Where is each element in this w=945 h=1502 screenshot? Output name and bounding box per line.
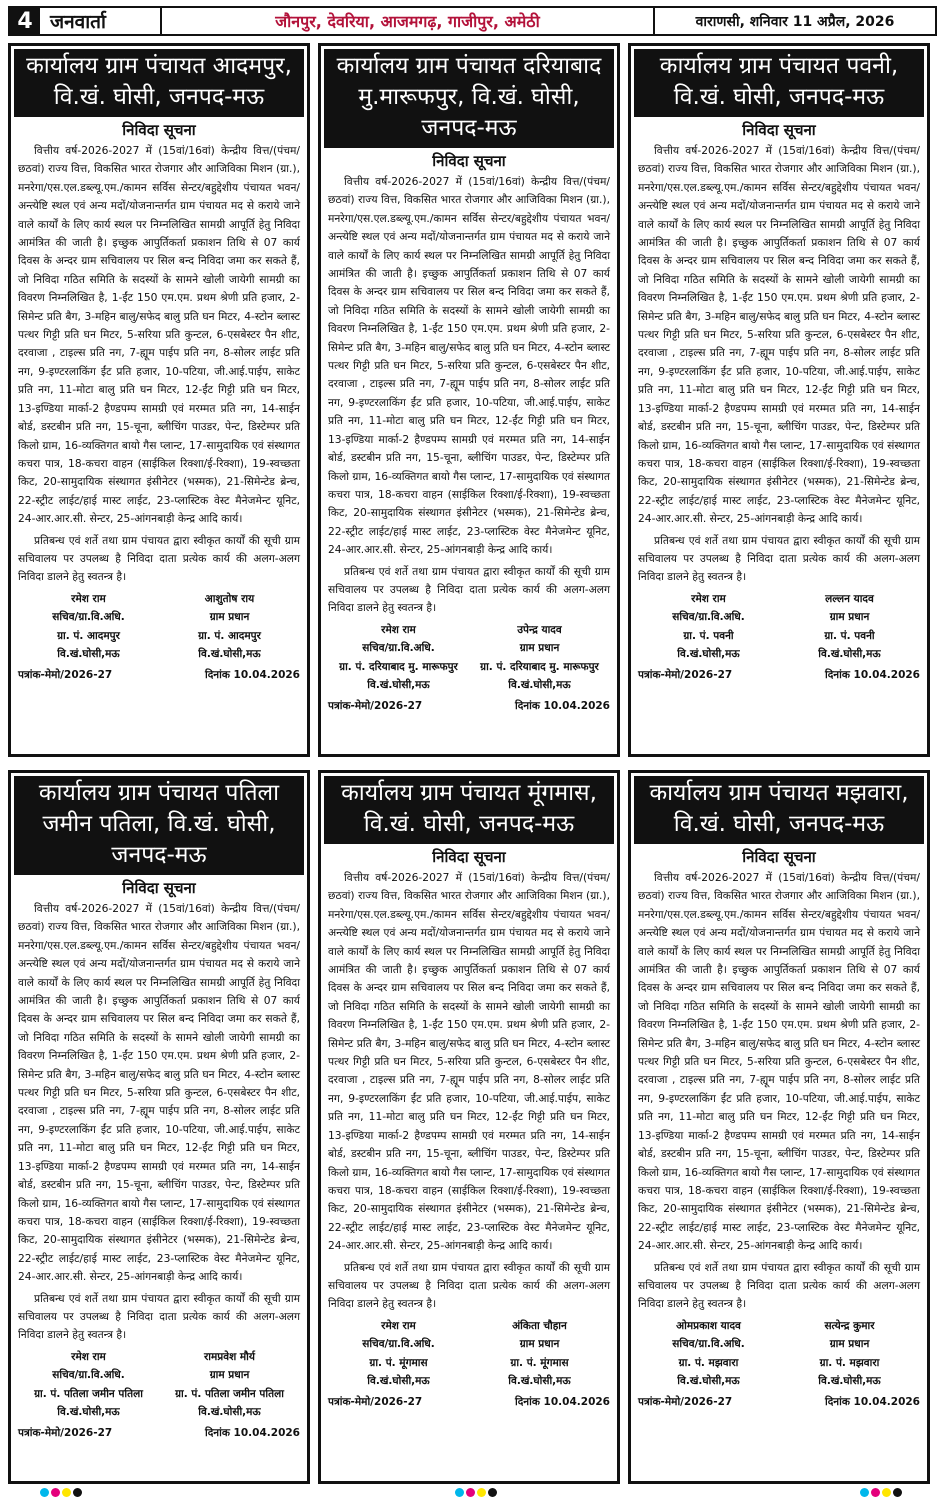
signatory-right-line: वि.खं.घोसी,मऊ <box>818 648 881 661</box>
signatory-left-line: वि.खं.घोसी,मऊ <box>677 1375 740 1388</box>
signatory-left-line: सचिव/ग्रा.वि.अधि. <box>672 611 745 624</box>
signatory-right-line: उपेन्द्र यादव <box>517 623 562 636</box>
notice-title: कार्यालय ग्राम पंचायत मूंगमास, वि.खं. घोसी, जनपद-मऊ <box>324 776 614 844</box>
registration-dot <box>860 1488 869 1497</box>
registration-dot <box>893 1488 902 1497</box>
notice-body: वित्तीय वर्ष-2026-2027 में (15वां/16वां) केन्द्रीय वित्त/(पंचम/छठवां) राज्य वित्त, विकसित भारत रोजगार और आजिविका मिशन (ग्रा.), मनरेगा/एस.एल.डब्ल्यू.एम./कामन सर्विस सेन्टर/बहुद्देशीय पंचायत भवन/अन्त्येष्टि स्थल एवं अन्य मदों/योजनान्तर्गत ग्राम पंचायत मद से कराये जाने वाले कार्यों के लिए कार्य स्थल पर निम्नलिखित सामग्री आपूर्ति हेतु निविदा आमंत्रित की जाती है। इच्छुक आपुर्तिकर्ता प्रकाशन तिथि से 07 कार्य दिवस के अन्दर ग्राम सचिवालय पर सिल बन्द निविदा जमा कर सकते हैं, जो निविदा गठित समिति के सदस्यों के सामने खोली जायेगी सामग्री का विवरण निम्नलिखित है, 1-ईंट 150 एम.एम. प्रथम श्रेणी प्रति हजार, 2-सिमेन्ट प्रति बैग, 3-महिन बालु/सफेद बालु प्रति घन मिटर, 4-स्टोन ब्लास्ट पत्थर गिट्टी प्रति घन मिटर, 5-सरिया प्रति कुन्टल, 6-एसबेस्टर पैन शीट, दरवाजा , टाइल्स प्रति नग, 7-ह्यूम पाईप प्रति नग, 8-सोलर लाईट प्रति नग, 9-इण्टरलाकिंग ईंट प्रति हजार, 10-पटिया, जी.आई.पाईप, साकेट प्रति नग, 11-मोटा बालु प्रति घन मिटर, 12-ईंट गिट्टी प्रति घन मिटर, 13-इण्डिया मार्का-2 हैण्डपम्प सामग्री एवं मरम्मत प्रति नग, 14-साईन बोर्ड, डस्टबीन प्रति नग, 15-चूना, ब्लीचिंग पाउडर, पेन्ट, डिस्टेम्पर प्रति किलो ग्राम, 16-व्यक्तिगत बायो गैस प्लान्ट, 17-सामुदायिक एवं संस्थागत कचरा पात्र, 18-कचरा वाहन (साईकिल रिक्शा/ई-रिक्शा), 19-स्वच्छता किट, 20-सामुदायिक संस्थागत इंसीनेटर (भस्मक), 21-सिमेन्टेड ब्रेन्च, 22-स्ट्रीट लाईट/हाई मास्ट लाईट, 23-प्लास्टिक वेस्ट मैनेजमेन्ट यूनिट, 24-आर.आर.सी. सेन्टर, 25-आंगनबाड़ी केन्द्र आदि कार्य। <box>18 144 300 526</box>
signatory-left-line: रमेश राम <box>381 1319 416 1332</box>
signatory-right-line: ग्रा. पं. मझवारा <box>819 1356 880 1369</box>
signature-block <box>14 1345 304 1422</box>
signatory-right-line: वि.खं.घोसी,मऊ <box>198 1406 261 1419</box>
signatory-left-line: सचिव/ग्रा.वि.अधि. <box>362 1338 435 1351</box>
signatory-right-line: ग्राम प्रधान <box>209 1369 250 1382</box>
newspaper-name: जनवार्ता <box>40 8 162 34</box>
notice-conditions: प्रतिबन्ध एवं शर्ते तथा ग्राम पंचायत द्वारा स्वीकृत कार्यों की सूची ग्राम सचिवालय पर उपलब्ध है निविदा दाता प्रत्येक कार्य की अलग-अलग निविदा डालने हेतु स्वतन्त्र है। <box>18 1291 300 1342</box>
notice-body: वित्तीय वर्ष-2026-2027 में (15वां/16वां) केन्द्रीय वित्त/(पंचम/छठवां) राज्य वित्त, विकसित भारत रोजगार और आजिविका मिशन (ग्रा.), मनरेगा/एस.एल.डब्ल्यू.एम./कामन सर्विस सेन्टर/बहुद्देशीय पंचायत भवन/अन्त्येष्टि स्थल एवं अन्य मदों/योजनान्तर्गत ग्राम पंचायत मद से कराये जाने वाले कार्यों के लिए कार्य स्थल पर निम्नलिखित सामग्री आपूर्ति हेतु निविदा आमंत्रित की जाती है। इच्छुक आपुर्तिकर्ता प्रकाशन तिथि से 07 कार्य दिवस के अन्दर ग्राम सचिवालय पर सिल बन्द निविदा जमा कर सकते हैं, जो निविदा गठित समिति के सदस्यों के सामने खोली जायेगी सामग्री का विवरण निम्नलिखित है, 1-ईंट 150 एम.एम. प्रथम श्रेणी प्रति हजार, 2-सिमेन्ट प्रति बैग, 3-महिन बालु/सफेद बालु प्रति घन मिटर, 4-स्टोन ब्लास्ट पत्थर गिट्टी प्रति घन मिटर, 5-सरिया प्रति कुन्टल, 6-एसबेस्टर पैन शीट, दरवाजा , टाइल्स प्रति नग, 7-ह्यूम पाईप प्रति नग, 8-सोलर लाईट प्रति नग, 9-इण्टरलाकिंग ईंट प्रति हजार, 10-पटिया, जी.आई.पाईप, साकेट प्रति नग, 11-मोटा बालु प्रति घन मिटर, 12-ईंट गिट्टी प्रति घन मिटर, 13-इण्डिया मार्का-2 हैण्डपम्प सामग्री एवं मरम्मत प्रति नग, 14-साईन बोर्ड, डस्टबीन प्रति नग, 15-चूना, ब्लीचिंग पाउडर, पेन्ट, डिस्टेम्पर प्रति किलो ग्राम, 16-व्यक्तिगत बायो गैस प्लान्ट, 17-सामुदायिक एवं संस्थागत कचरा पात्र, 18-कचरा वाहन (साईकिल रिक्शा/ई-रिक्शा), 19-स्वच्छता किट, 20-सामुदायिक संस्थागत इंसीनेटर (भस्मक), 21-सिमेन्टेड ब्रेन्च, 22-स्ट्रीट लाईट/हाई मास्ट लाईट, 23-प्लास्टिक वेस्ट मैनेजमेन्ट यूनिट, 24-आर.आर.सी. सेन्टर, 25-आंगनबाड़ी केन्द्र आदि कार्य। <box>638 871 920 1253</box>
notice-conditions: प्रतिबन्ध एवं शर्ते तथा ग्राम पंचायत द्वारा स्वीकृत कार्यों की सूची ग्राम सचिवालय पर उपलब्ध है निविदा दाता प्रत्येक कार्य की अलग-अलग निविदा डालने हेतु स्वतन्त्र है। <box>18 533 300 584</box>
signatory-left-line: रमेश राम <box>71 592 106 605</box>
signatory-left-line: ग्रा. पं. आदमपुर <box>57 629 120 642</box>
signatory-left-line: ग्रा. पं. पवनी <box>683 629 734 642</box>
notice-subtitle: निविदा सूचना <box>742 121 816 139</box>
reference-line <box>634 1391 924 1411</box>
signatory-right-line: ग्राम प्रधान <box>519 1338 560 1351</box>
notice-subtitle: निविदा सूचना <box>122 121 196 139</box>
reference-line <box>634 664 924 684</box>
signatory-left-line: वि.खं.घोसी,मऊ <box>677 648 740 661</box>
signatory-right-line: वि.खं.घोसी,मऊ <box>508 679 571 692</box>
reference-line <box>324 1391 614 1411</box>
notice-conditions: प्रतिबन्ध एवं शर्ते तथा ग्राम पंचायत द्वारा स्वीकृत कार्यों की सूची ग्राम सचिवालय पर उपलब्ध है निविदा दाता प्रत्येक कार्य की अलग-अलग निविदा डालने हेतु स्वतन्त्र है। <box>638 533 920 584</box>
signatory-right-line: वि.खं.घोसी,मऊ <box>508 1375 571 1388</box>
signatory-left-line: सचिव/ग्रा.वि.अधि. <box>52 1369 125 1382</box>
signatory-left-line: रमेश राम <box>691 592 726 605</box>
notice-date: दिनांक 10.04.2026 <box>825 668 920 681</box>
signature-block <box>634 587 924 664</box>
notice-title: कार्यालय ग्राम पंचायत पतिला जमीन पतिला, वि.खं. घोसी, जनपद-मऊ <box>14 776 304 875</box>
signatory-right-line: ग्राम प्रधान <box>519 642 560 655</box>
reference-line <box>14 1422 304 1442</box>
dateline: वाराणसी, शनिवार 11 अप्रैल, 2026 <box>695 13 895 30</box>
notice-subtitle: निविदा सूचना <box>742 848 816 866</box>
signature-block <box>14 587 304 664</box>
notice-subtitle: निविदा सूचना <box>432 848 506 866</box>
registration-dot <box>51 1488 60 1497</box>
signatory-right-line: ग्रा. पं. पतिला जमीन पतिला <box>175 1387 284 1400</box>
signature-block <box>324 1314 614 1391</box>
signatory-left-line: सचिव/ग्रा.वि.अधि. <box>672 1338 745 1351</box>
notice-title: कार्यालय ग्राम पंचायत मझवारा, वि.खं. घोसी, जनपद-मऊ <box>634 776 924 844</box>
registration-marks-left <box>40 1488 82 1497</box>
signature-block <box>634 1314 924 1391</box>
notice-body: वित्तीय वर्ष-2026-2027 में (15वां/16वां) केन्द्रीय वित्त/(पंचम/छठवां) राज्य वित्त, विकसित भारत रोजगार और आजिविका मिशन (ग्रा.), मनरेगा/एस.एल.डब्ल्यू.एम./कामन सर्विस सेन्टर/बहुद्देशीय पंचायत भवन/अन्त्येष्टि स्थल एवं अन्य मदों/योजनान्तर्गत ग्राम पंचायत मद से कराये जाने वाले कार्यों के लिए कार्य स्थल पर निम्नलिखित सामग्री आपूर्ति हेतु निविदा आमंत्रित की जाती है। इच्छुक आपुर्तिकर्ता प्रकाशन तिथि से 07 कार्य दिवस के अन्दर ग्राम सचिवालय पर सिल बन्द निविदा जमा कर सकते हैं, जो निविदा गठित समिति के सदस्यों के सामने खोली जायेगी सामग्री का विवरण निम्नलिखित है, 1-ईंट 150 एम.एम. प्रथम श्रेणी प्रति हजार, 2-सिमेन्ट प्रति बैग, 3-महिन बालु/सफेद बालु प्रति घन मिटर, 4-स्टोन ब्लास्ट पत्थर गिट्टी प्रति घन मिटर, 5-सरिया प्रति कुन्टल, 6-एसबेस्टर पैन शीट, दरवाजा , टाइल्स प्रति नग, 7-ह्यूम पाईप प्रति नग, 8-सोलर लाईट प्रति नग, 9-इण्टरलाकिंग ईंट प्रति हजार, 10-पटिया, जी.आई.पाईप, साकेट प्रति नग, 11-मोटा बालु प्रति घन मिटर, 12-ईंट गिट्टी प्रति घन मिटर, 13-इण्डिया मार्का-2 हैण्डपम्प सामग्री एवं मरम्मत प्रति नग, 14-साईन बोर्ड, डस्टबीन प्रति नग, 15-चूना, ब्लीचिंग पाउडर, पेन्ट, डिस्टेम्पर प्रति किलो ग्राम, 16-व्यक्तिगत बायो गैस प्लान्ट, 17-सामुदायिक एवं संस्थागत कचरा पात्र, 18-कचरा वाहन (साईकिल रिक्शा/ई-रिक्शा), 19-स्वच्छता किट, 20-सामुदायिक संस्थागत इंसीनेटर (भस्मक), 21-सिमेन्टेड ब्रेन्च, 22-स्ट्रीट लाईट/हाई मास्ट लाईट, 23-प्लास्टिक वेस्ट मैनेजमेन्ट यूनिट, 24-आर.आर.सी. सेन्टर, 25-आंगनबाड़ी केन्द्र आदि कार्य। <box>18 902 300 1284</box>
memo-number: पत्रांक-मेमो/2026-27 <box>638 1395 733 1408</box>
registration-dot <box>40 1488 49 1497</box>
notice-body: वित्तीय वर्ष-2026-2027 में (15वां/16वां) केन्द्रीय वित्त/(पंचम/छठवां) राज्य वित्त, विकसित भारत रोजगार और आजिविका मिशन (ग्रा.), मनरेगा/एस.एल.डब्ल्यू.एम./कामन सर्विस सेन्टर/बहुद्देशीय पंचायत भवन/अन्त्येष्टि स्थल एवं अन्य मदों/योजनान्तर्गत ग्राम पंचायत मद से कराये जाने वाले कार्यों के लिए कार्य स्थल पर निम्नलिखित सामग्री आपूर्ति हेतु निविदा आमंत्रित की जाती है। इच्छुक आपुर्तिकर्ता प्रकाशन तिथि से 07 कार्य दिवस के अन्दर ग्राम सचिवालय पर सिल बन्द निविदा जमा कर सकते हैं, जो निविदा गठित समिति के सदस्यों के सामने खोली जायेगी सामग्री का विवरण निम्नलिखित है, 1-ईंट 150 एम.एम. प्रथम श्रेणी प्रति हजार, 2-सिमेन्ट प्रति बैग, 3-महिन बालु/सफेद बालु प्रति घन मिटर, 4-स्टोन ब्लास्ट पत्थर गिट्टी प्रति घन मिटर, 5-सरिया प्रति कुन्टल, 6-एसबेस्टर पैन शीट, दरवाजा , टाइल्स प्रति नग, 7-ह्यूम पाईप प्रति नग, 8-सोलर लाईट प्रति नग, 9-इण्टरलाकिंग ईंट प्रति हजार, 10-पटिया, जी.आई.पाईप, साकेट प्रति नग, 11-मोटा बालु प्रति घन मिटर, 12-ईंट गिट्टी प्रति घन मिटर, 13-इण्डिया मार्का-2 हैण्डपम्प सामग्री एवं मरम्मत प्रति नग, 14-साईन बोर्ड, डस्टबीन प्रति नग, 15-चूना, ब्लीचिंग पाउडर, पेन्ट, डिस्टेम्पर प्रति किलो ग्राम, 16-व्यक्तिगत बायो गैस प्लान्ट, 17-सामुदायिक एवं संस्थागत कचरा पात्र, 18-कचरा वाहन (साईकिल रिक्शा/ई-रिक्शा), 19-स्वच्छता किट, 20-सामुदायिक संस्थागत इंसीनेटर (भस्मक), 21-सिमेन्टेड ब्रेन्च, 22-स्ट्रीट लाईट/हाई मास्ट लाईट, 23-प्लास्टिक वेस्ट मैनेजमेन्ट यूनिट, 24-आर.आर.सी. सेन्टर, 25-आंगनबाड़ी केन्द्र आदि कार्य। <box>328 871 610 1253</box>
notice-conditions: प्रतिबन्ध एवं शर्ते तथा ग्राम पंचायत द्वारा स्वीकृत कार्यों की सूची ग्राम सचिवालय पर उपलब्ध है निविदा दाता प्रत्येक कार्य की अलग-अलग निविदा डालने हेतु स्वतन्त्र है। <box>328 564 610 615</box>
signatory-right-line: ग्रा. पं. पवनी <box>824 629 875 642</box>
signatory-left-line: सचिव/ग्रा.वि.अधि. <box>52 611 125 624</box>
registration-marks-center <box>455 1488 497 1497</box>
signatory-left-line: ग्रा. पं. दरियाबाद मु. मारूफपुर <box>339 660 458 673</box>
reference-line <box>324 695 614 715</box>
reference-line <box>14 664 304 684</box>
signatory-left-line: ग्रा. पं. मूंगमास <box>369 1356 428 1369</box>
signature-block <box>324 618 614 695</box>
notice-subtitle: निविदा सूचना <box>122 879 196 897</box>
notice-title: कार्यालय ग्राम पंचायत आदमपुर, वि.खं. घोसी, जनपद-मऊ <box>14 49 304 117</box>
tender-notice <box>318 43 620 757</box>
memo-number: पत्रांक-मेमो/2026-27 <box>638 668 733 681</box>
notice-date: दिनांक 10.04.2026 <box>205 668 300 681</box>
memo-number: पत्रांक-मेमो/2026-27 <box>18 1426 113 1439</box>
notice-date: दिनांक 10.04.2026 <box>515 699 610 712</box>
registration-dot <box>62 1488 71 1497</box>
signatory-right-line: वि.खं.घोसी,मऊ <box>198 648 261 661</box>
signatory-right-line: ग्राम प्रधान <box>829 1338 870 1351</box>
signatory-left-line: ग्रा. पं. पतिला जमीन पतिला <box>34 1387 143 1400</box>
registration-dot <box>882 1488 891 1497</box>
signatory-left-line: वि.खं.घोसी,मऊ <box>367 679 430 692</box>
registration-dot <box>73 1488 82 1497</box>
registration-dot <box>871 1488 880 1497</box>
signatory-left-line: ग्रा. पं. मझवारा <box>678 1356 739 1369</box>
signatory-right-line: ग्रा. पं. दरियाबाद मु. मारूफपुर <box>480 660 599 673</box>
signatory-left-line: ओमप्रकाश यादव <box>676 1319 741 1332</box>
signatory-right-line: आशुतोष राय <box>204 592 255 605</box>
signatory-left-line: वि.खं.घोसी,मऊ <box>367 1375 430 1388</box>
memo-number: पत्रांक-मेमो/2026-27 <box>328 1395 423 1408</box>
registration-dot <box>455 1488 464 1497</box>
tender-notice <box>8 43 310 757</box>
notice-body: वित्तीय वर्ष-2026-2027 में (15वां/16वां) केन्द्रीय वित्त/(पंचम/छठवां) राज्य वित्त, विकसित भारत रोजगार और आजिविका मिशन (ग्रा.), मनरेगा/एस.एल.डब्ल्यू.एम./कामन सर्विस सेन्टर/बहुद्देशीय पंचायत भवन/अन्त्येष्टि स्थल एवं अन्य मदों/योजनान्तर्गत ग्राम पंचायत मद से कराये जाने वाले कार्यों के लिए कार्य स्थल पर निम्नलिखित सामग्री आपूर्ति हेतु निविदा आमंत्रित की जाती है। इच्छुक आपुर्तिकर्ता प्रकाशन तिथि से 07 कार्य दिवस के अन्दर ग्राम सचिवालय पर सिल बन्द निविदा जमा कर सकते हैं, जो निविदा गठित समिति के सदस्यों के सामने खोली जायेगी सामग्री का विवरण निम्नलिखित है, 1-ईंट 150 एम.एम. प्रथम श्रेणी प्रति हजार, 2-सिमेन्ट प्रति बैग, 3-महिन बालु/सफेद बालु प्रति घन मिटर, 4-स्टोन ब्लास्ट पत्थर गिट्टी प्रति घन मिटर, 5-सरिया प्रति कुन्टल, 6-एसबेस्टर पैन शीट, दरवाजा , टाइल्स प्रति नग, 7-ह्यूम पाईप प्रति नग, 8-सोलर लाईट प्रति नग, 9-इण्टरलाकिंग ईंट प्रति हजार, 10-पटिया, जी.आई.पाईप, साकेट प्रति नग, 11-मोटा बालु प्रति घन मिटर, 12-ईंट गिट्टी प्रति घन मिटर, 13-इण्डिया मार्का-2 हैण्डपम्प सामग्री एवं मरम्मत प्रति नग, 14-साईन बोर्ड, डस्टबीन प्रति नग, 15-चूना, ब्लीचिंग पाउडर, पेन्ट, डिस्टेम्पर प्रति किलो ग्राम, 16-व्यक्तिगत बायो गैस प्लान्ट, 17-सामुदायिक एवं संस्थागत कचरा पात्र, 18-कचरा वाहन (साईकिल रिक्शा/ई-रिक्शा), 19-स्वच्छता किट, 20-सामुदायिक संस्थागत इंसीनेटर (भस्मक), 21-सिमेन्टेड ब्रेन्च, 22-स्ट्रीट लाईट/हाई मास्ट लाईट, 23-प्लास्टिक वेस्ट मैनेजमेन्ट यूनिट, 24-आर.आर.सी. सेन्टर, 25-आंगनबाड़ी केन्द्र आदि कार्य। <box>328 175 610 557</box>
signatory-right-line: अंकिता चौहान <box>512 1319 567 1332</box>
memo-number: पत्रांक-मेमो/2026-27 <box>18 668 113 681</box>
notice-title: कार्यालय ग्राम पंचायत पवनी, वि.खं. घोसी, जनपद-मऊ <box>634 49 924 117</box>
edition-cities: जौनपुर, देवरिया, आजमगढ़, गाजीपुर, अमेठी <box>162 8 655 34</box>
signatory-right-line: ग्राम प्रधान <box>209 611 250 624</box>
signatory-right-line: ग्राम प्रधान <box>829 611 870 624</box>
signatory-left-line: सचिव/ग्रा.वि.अधि. <box>362 642 435 655</box>
tender-notice <box>628 43 930 757</box>
signatory-right-line: ग्रा. पं. आदमपुर <box>198 629 261 642</box>
notice-date: दिनांक 10.04.2026 <box>205 1426 300 1439</box>
notice-conditions: प्रतिबन्ध एवं शर्ते तथा ग्राम पंचायत द्वारा स्वीकृत कार्यों की सूची ग्राम सचिवालय पर उपलब्ध है निविदा दाता प्रत्येक कार्य की अलग-अलग निविदा डालने हेतु स्वतन्त्र है। <box>638 1260 920 1311</box>
signatory-right-line: ग्रा. पं. मूंगमास <box>510 1356 569 1369</box>
registration-dot <box>466 1488 475 1497</box>
registration-dot <box>488 1488 497 1497</box>
tender-notice <box>318 770 620 1484</box>
memo-number: पत्रांक-मेमो/2026-27 <box>328 699 423 712</box>
signatory-right-line: लल्लन यादव <box>825 592 874 605</box>
signatory-left-line: रमेश राम <box>381 623 416 636</box>
tender-notice <box>8 770 310 1484</box>
notice-date: दिनांक 10.04.2026 <box>515 1395 610 1408</box>
notice-date: दिनांक 10.04.2026 <box>825 1395 920 1408</box>
signatory-right-line: रामप्रवेश मौर्य <box>204 1350 255 1363</box>
notice-title: कार्यालय ग्राम पंचायत दरियाबाद मु.मारूफपुर, वि.खं. घोसी, जनपद-मऊ <box>324 49 614 148</box>
signatory-left-line: रमेश राम <box>71 1350 106 1363</box>
signatory-left-line: वि.खं.घोसी,मऊ <box>57 648 120 661</box>
signatory-right-line: वि.खं.घोसी,मऊ <box>818 1375 881 1388</box>
notice-subtitle: निविदा सूचना <box>432 152 506 170</box>
registration-dot <box>477 1488 486 1497</box>
registration-marks-right <box>860 1488 902 1497</box>
notice-body: वित्तीय वर्ष-2026-2027 में (15वां/16वां) केन्द्रीय वित्त/(पंचम/छठवां) राज्य वित्त, विकसित भारत रोजगार और आजिविका मिशन (ग्रा.), मनरेगा/एस.एल.डब्ल्यू.एम./कामन सर्विस सेन्टर/बहुद्देशीय पंचायत भवन/अन्त्येष्टि स्थल एवं अन्य मदों/योजनान्तर्गत ग्राम पंचायत मद से कराये जाने वाले कार्यों के लिए कार्य स्थल पर निम्नलिखित सामग्री आपूर्ति हेतु निविदा आमंत्रित की जाती है। इच्छुक आपुर्तिकर्ता प्रकाशन तिथि से 07 कार्य दिवस के अन्दर ग्राम सचिवालय पर सिल बन्द निविदा जमा कर सकते हैं, जो निविदा गठित समिति के सदस्यों के सामने खोली जायेगी सामग्री का विवरण निम्नलिखित है, 1-ईंट 150 एम.एम. प्रथम श्रेणी प्रति हजार, 2-सिमेन्ट प्रति बैग, 3-महिन बालु/सफेद बालु प्रति घन मिटर, 4-स्टोन ब्लास्ट पत्थर गिट्टी प्रति घन मिटर, 5-सरिया प्रति कुन्टल, 6-एसबेस्टर पैन शीट, दरवाजा , टाइल्स प्रति नग, 7-ह्यूम पाईप प्रति नग, 8-सोलर लाईट प्रति नग, 9-इण्टरलाकिंग ईंट प्रति हजार, 10-पटिया, जी.आई.पाईप, साकेट प्रति नग, 11-मोटा बालु प्रति घन मिटर, 12-ईंट गिट्टी प्रति घन मिटर, 13-इण्डिया मार्का-2 हैण्डपम्प सामग्री एवं मरम्मत प्रति नग, 14-साईन बोर्ड, डस्टबीन प्रति नग, 15-चूना, ब्लीचिंग पाउडर, पेन्ट, डिस्टेम्पर प्रति किलो ग्राम, 16-व्यक्तिगत बायो गैस प्लान्ट, 17-सामुदायिक एवं संस्थागत कचरा पात्र, 18-कचरा वाहन (साईकिल रिक्शा/ई-रिक्शा), 19-स्वच्छता किट, 20-सामुदायिक संस्थागत इंसीनेटर (भस्मक), 21-सिमेन्टेड ब्रेन्च, 22-स्ट्रीट लाईट/हाई मास्ट लाईट, 23-प्लास्टिक वेस्ट मैनेजमेन्ट यूनिट, 24-आर.आर.सी. सेन्टर, 25-आंगनबाड़ी केन्द्र आदि कार्य। <box>638 144 920 526</box>
tender-notice <box>628 770 930 1484</box>
notice-conditions: प्रतिबन्ध एवं शर्ते तथा ग्राम पंचायत द्वारा स्वीकृत कार्यों की सूची ग्राम सचिवालय पर उपलब्ध है निविदा दाता प्रत्येक कार्य की अलग-अलग निविदा डालने हेतु स्वतन्त्र है। <box>328 1260 610 1311</box>
page-number: 4 <box>10 8 40 34</box>
signatory-right-line: सत्येन्द्र कुमार <box>824 1319 875 1332</box>
signatory-left-line: वि.खं.घोसी,मऊ <box>57 1406 120 1419</box>
masthead <box>8 6 937 36</box>
